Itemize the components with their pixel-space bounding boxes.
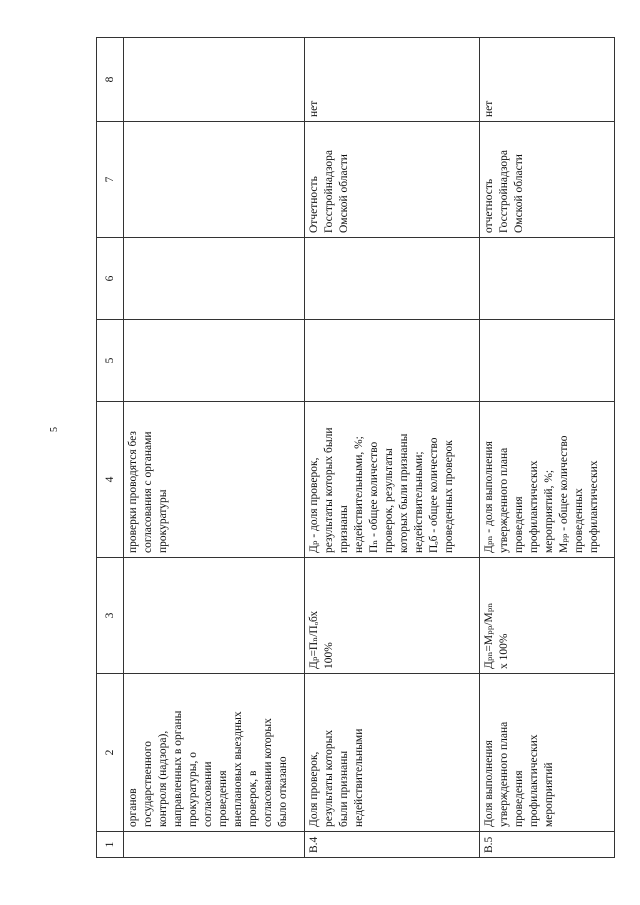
indicator-name-cell: Доля проверок, результаты которых были признаны недействительными: [305, 674, 480, 832]
page-number: 5: [49, 427, 60, 432]
table-cell: [305, 238, 480, 320]
header-cell: 3: [97, 558, 124, 674]
formula-cell: [124, 558, 305, 674]
table-cell: [305, 320, 480, 402]
description-cell: Дₚ - доля проверок, результаты которых были признаны недействительными, %; Пₙ - общее количество проверок, результаты которых были признаны недействительными; Пₒб - общее количество проведенных проверок: [305, 402, 480, 558]
table-cell: [124, 320, 305, 402]
row-number-cell: [124, 832, 305, 858]
source-cell: Отчетность Госстройнадзора Омской области: [305, 122, 480, 238]
table-cell: [480, 238, 615, 320]
header-cell: 7: [97, 122, 124, 238]
indicators-table: [96, 37, 615, 858]
header-row: [97, 38, 124, 858]
table-cell: [124, 238, 305, 320]
header-cell: 2: [97, 674, 124, 832]
row-number-cell: В.4: [305, 832, 480, 858]
header-cell: 1: [97, 832, 124, 858]
description-cell: проверки проводятся без согласования с органами прокуратуры: [124, 402, 305, 558]
description-cell: Дₚₙ - доля выполнения утвержденного плана проведения профилактических мероприятий, %; Мₚₚ - общее количество проведенных профилактических: [480, 402, 615, 558]
indicator-name-cell: Доля выполнения утвержденного плана проведения профилактических мероприятий: [480, 674, 615, 832]
table-row: [480, 38, 615, 858]
table-row: [305, 38, 480, 858]
formula-cell: Дₚ=Пₙ/Пₒбх 100%: [305, 558, 480, 674]
table-row: [124, 38, 305, 858]
header-cell: 5: [97, 320, 124, 402]
table-cell: [480, 320, 615, 402]
header-cell: 6: [97, 238, 124, 320]
table-cell: [124, 38, 305, 122]
rotated-table-container: [96, 38, 608, 858]
table-cell: нет: [305, 38, 480, 122]
source-cell: [124, 122, 305, 238]
row-number-cell: В.5: [480, 832, 615, 858]
header-cell: 8: [97, 38, 124, 122]
formula-cell: Дₚₙ=Мₚₚ/Мₚₙ х 100%: [480, 558, 615, 674]
table-cell: нет: [480, 38, 615, 122]
indicator-name-cell: органов государственного контроля (надзора), направленных в органы прокуратуры, о согласовании проведения внеплановых выездных проверок, в согласовании которых было отказано: [124, 674, 305, 832]
header-cell: 4: [97, 402, 124, 558]
source-cell: отчетность Госстройнадзора Омской области: [480, 122, 615, 238]
